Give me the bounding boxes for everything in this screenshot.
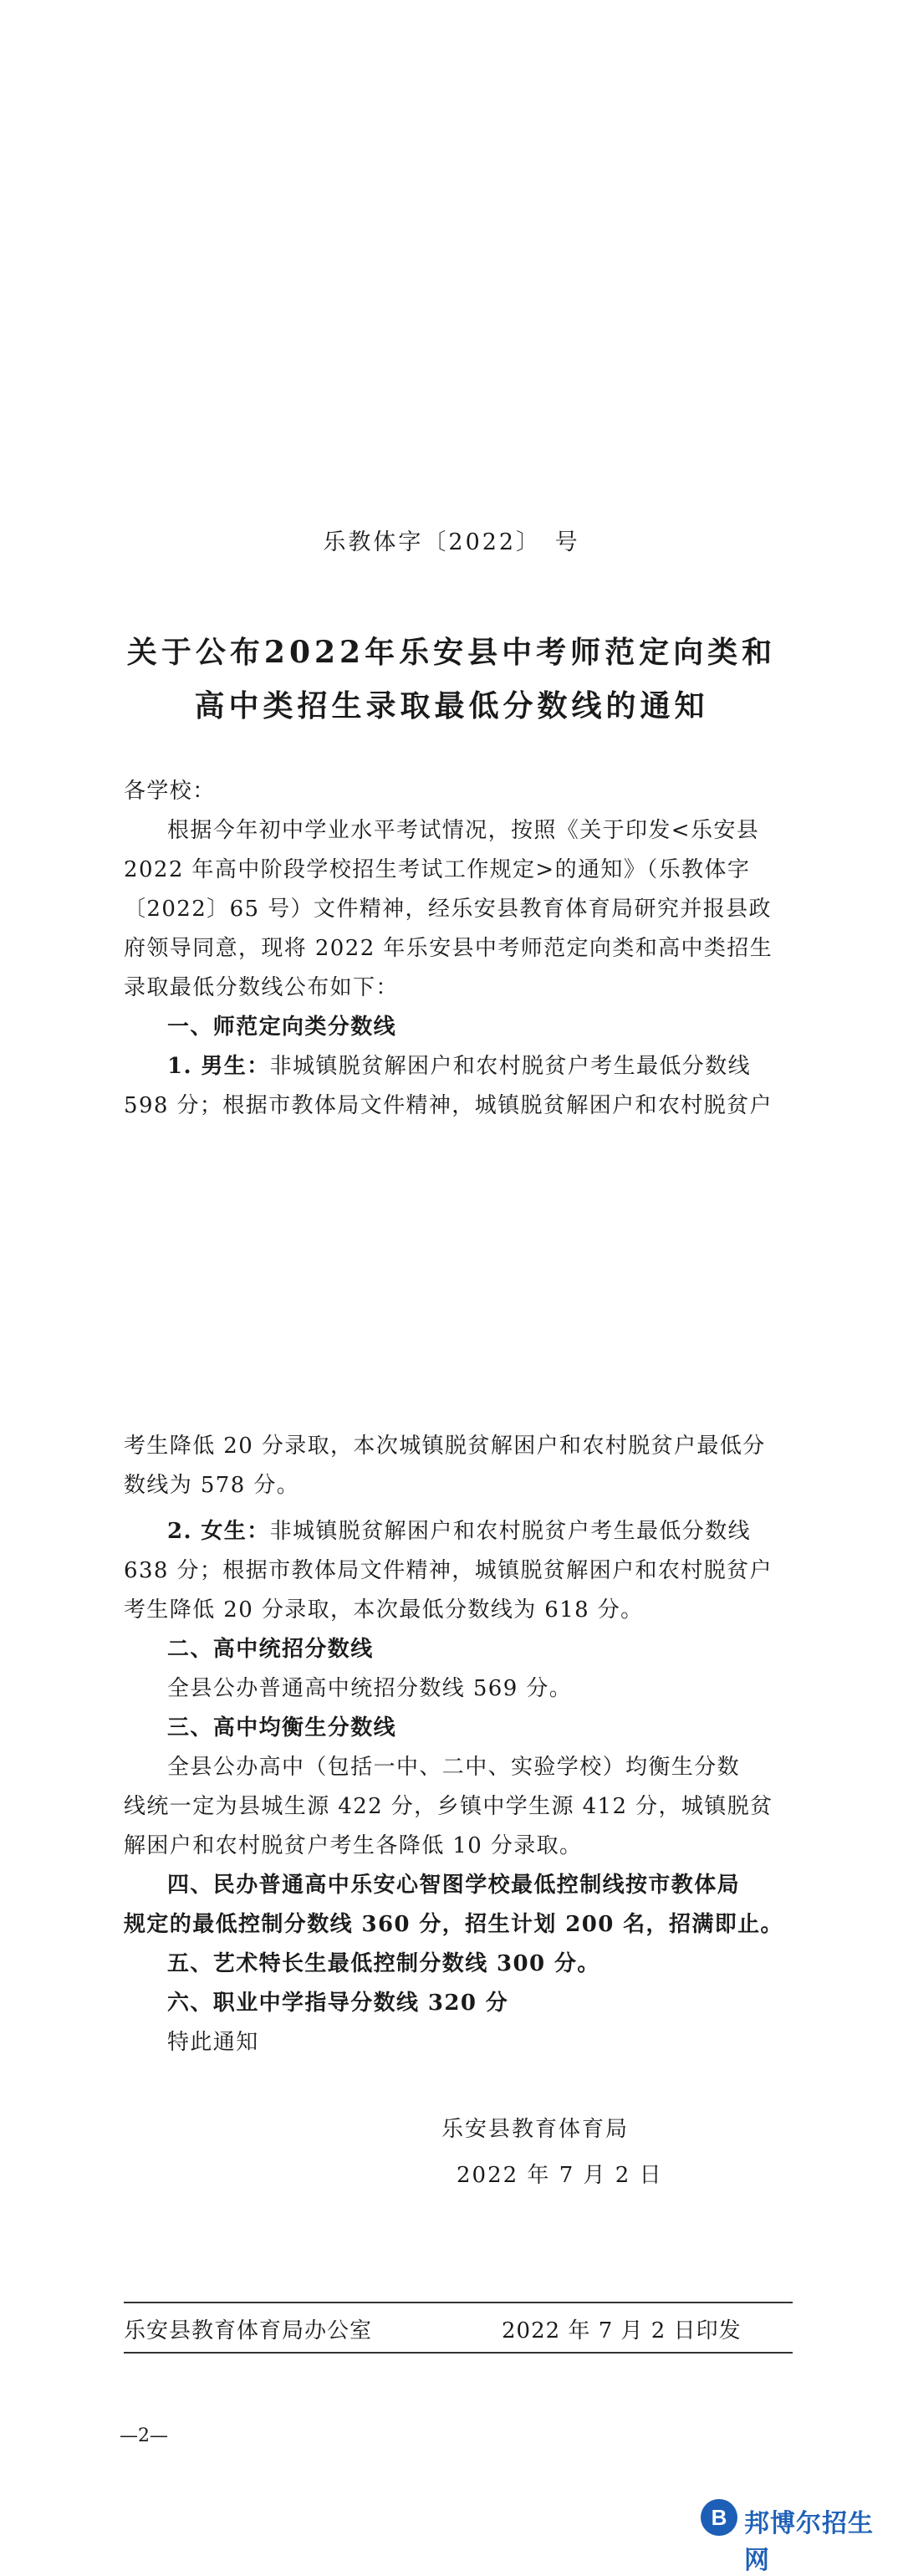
section-1-heading: 一、师范定向类分数线: [167, 1015, 397, 1040]
female-paragraph-line-3: 考生降低 20 分录取，本次最低分数线为 618 分。: [124, 1597, 644, 1623]
section-3-line-3: 解困户和农村脱贫户考生各降低 10 分录取。: [124, 1833, 583, 1858]
male-label: 1. 男生：: [167, 1054, 270, 1079]
section-3-line-1: 全县公办高中（包括一中、二中、实验学校）均衡生分数: [167, 1755, 741, 1780]
section-2-line-1: 全县公办普通高中统招分数线 569 分。: [167, 1676, 573, 1701]
section-6: 六、职业中学指导分数线 320 分: [167, 1991, 509, 2016]
section-4-line-2: 规定的最低控制分数线 360 分，招生计划 200 名，招满即止。: [124, 1912, 783, 1937]
male-paragraph-line-3: 考生降低 20 分录取，本次城镇脱贫解困户和农村脱贫户最低分: [124, 1434, 766, 1459]
page-number: —2—: [120, 2425, 168, 2446]
male-paragraph-line-2: 598 分；根据市教体局文件精神，城镇脱贫解困户和农村脱贫户: [124, 1093, 773, 1118]
footer-office: 乐安县教育体育局办公室: [124, 2318, 373, 2343]
section-5: 五、艺术特长生最低控制分数线 300 分。: [167, 1951, 600, 1976]
intro-line-5: 录取最低分数线公布如下：: [124, 975, 399, 1000]
signature-date: 2022 年 7 月 2 日: [457, 2163, 663, 2188]
watermark: [701, 2496, 893, 2574]
female-paragraph-line-1: [167, 1514, 751, 1545]
watermark-logo-icon: B: [701, 2499, 737, 2536]
section-2-heading: 二、高中统招分数线: [167, 1637, 374, 1662]
title-line-2: 高中类招生录取最低分数线的通知: [194, 688, 709, 723]
document-number: 乐教体字〔2022〕 号: [323, 529, 580, 555]
section-4-line-1: 四、民办普通高中乐安心智图学校最低控制线按市教体局: [167, 1873, 741, 1898]
addressee: 各学校：: [124, 779, 216, 804]
footer-print-date: 2022 年 7 月 2 日印发: [502, 2318, 742, 2343]
section-3-line-2: 线统一定为县城生源 422 分，乡镇中学生源 412 分，城镇脱贫: [124, 1794, 773, 1819]
male-paragraph-line-4: 数线为 578 分。: [124, 1473, 300, 1498]
section-3-heading: 三、高中均衡生分数线: [167, 1715, 397, 1740]
male-text: 非城镇脱贫解困户和农村脱贫户考生最低分数线: [269, 1054, 752, 1079]
female-label: 2. 女生：: [167, 1519, 270, 1544]
intro-line-1: 根据今年初中学业水平考试情况，按照《关于印发<乐安县: [167, 818, 760, 843]
intro-line-2: 2022 年高中阶段学校招生考试工作规定>的通知》（乐教体字: [124, 857, 751, 882]
female-text: 非城镇脱贫解困户和农村脱贫户考生最低分数线: [269, 1519, 752, 1544]
male-paragraph-line-1: [167, 1049, 751, 1080]
signature-org: 乐安县教育体育局: [441, 2117, 630, 2142]
footer-top-rule: [124, 2302, 793, 2303]
watermark-text: 邦博尔招生网: [744, 2510, 874, 2574]
title-line-1: 关于公布2022年乐安县中考师范定向类和: [126, 635, 777, 670]
female-paragraph-line-2: 638 分；根据市教体局文件精神，城镇脱贫解困户和农村脱贫户: [124, 1558, 773, 1583]
footer-bottom-rule: [124, 2352, 793, 2354]
intro-line-4: 府领导同意，现将 2022 年乐安县中考师范定向类和高中类招生: [124, 936, 773, 961]
intro-line-3: 〔2022〕65 号）文件精神，经乐安县教育体育局研究并报县政: [124, 897, 772, 922]
closing-text: 特此通知: [167, 2030, 259, 2055]
